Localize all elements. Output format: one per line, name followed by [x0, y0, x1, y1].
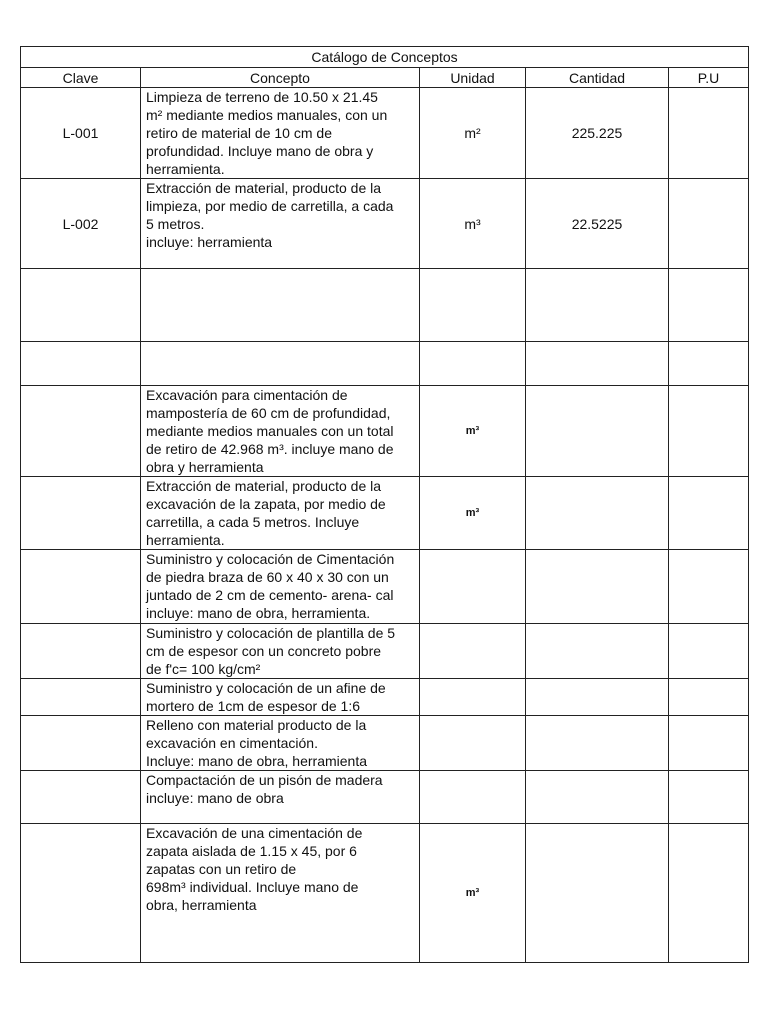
- cell-concepto: [141, 269, 420, 342]
- cell-concepto: Compactación de un pisón de madera incluye: mano de obra: [141, 771, 420, 824]
- cell-pu: [669, 679, 749, 716]
- cell-concepto: Relleno con material producto de la excavación en cimentación. Incluye: mano de obra, herramienta: [141, 716, 420, 771]
- cell-unidad: [420, 624, 526, 679]
- cell-concepto: Suministro y colocación de Cimentación de piedra braza de 60 x 40 x 30 con un juntado de 2 cm de cemento- arena- cal incluye: mano de obra, herramienta.: [141, 550, 420, 624]
- cell-concepto: Excavación para cimentación de mampostería de 60 cm de profundidad, mediante medios manuales con un total de retiro de 42.968 m³. incluye mano de obra y herramienta: [141, 386, 420, 477]
- table-row: [21, 771, 749, 824]
- header-pu: P.U: [669, 68, 749, 88]
- cell-clave: [21, 771, 141, 824]
- table-row: [21, 550, 749, 624]
- table-row: [21, 342, 749, 386]
- cell-unidad: m³: [420, 386, 526, 477]
- cell-clave: [21, 550, 141, 624]
- cell-clave: [21, 477, 141, 550]
- cell-pu: [669, 179, 749, 269]
- cell-unidad: [420, 550, 526, 624]
- cell-cantidad: [526, 386, 669, 477]
- header-clave: Clave: [21, 68, 141, 88]
- cell-concepto: Suministro y colocación de un afine de mortero de 1cm de espesor de 1:6: [141, 679, 420, 716]
- cell-pu: [669, 477, 749, 550]
- header-unidad: Unidad: [420, 68, 526, 88]
- cell-unidad: m³: [420, 477, 526, 550]
- cell-pu: [669, 88, 749, 179]
- cell-cantidad: [526, 824, 669, 963]
- cell-concepto: Excavación de una cimentación de zapata aislada de 1.15 x 45, por 6 zapatas con un retiro de 698m³ individual. Incluye mano de obra, herramienta: [141, 824, 420, 963]
- cell-cantidad: [526, 716, 669, 771]
- table-row: [21, 716, 749, 771]
- cell-clave: L-001: [21, 88, 141, 179]
- cell-unidad: [420, 771, 526, 824]
- table-title: Catálogo de Conceptos: [21, 47, 749, 68]
- cell-cantidad: [526, 477, 669, 550]
- table-row: [21, 824, 749, 963]
- table-row: [21, 679, 749, 716]
- cell-unidad: [420, 716, 526, 771]
- cell-clave: [21, 624, 141, 679]
- cell-clave: [21, 342, 141, 386]
- table-row: [21, 477, 749, 550]
- header-cantidad: Cantidad: [526, 68, 669, 88]
- cell-cantidad: 22.5225: [526, 179, 669, 269]
- table-row: [21, 386, 749, 477]
- cell-concepto: Limpieza de terreno de 10.50 x 21.45 m² mediante medios manuales, con un retiro de material de 10 cm de profundidad. Incluye mano de obra y herramienta.: [141, 88, 420, 179]
- table-row: [21, 88, 749, 179]
- cell-clave: L-002: [21, 179, 141, 269]
- table-row: [21, 624, 749, 679]
- header-row: [21, 68, 749, 88]
- cell-cantidad: [526, 550, 669, 624]
- cell-clave: [21, 386, 141, 477]
- cell-clave: [21, 679, 141, 716]
- cell-cantidad: [526, 342, 669, 386]
- cell-unidad: [420, 679, 526, 716]
- cell-unidad: m²: [420, 88, 526, 179]
- header-concepto: Concepto: [141, 68, 420, 88]
- cell-concepto: Extracción de material, producto de la excavación de la zapata, por medio de carretilla, a cada 5 metros. Incluye herramienta.: [141, 477, 420, 550]
- catalog-table: [20, 46, 749, 963]
- cell-unidad: [420, 269, 526, 342]
- cell-cantidad: [526, 771, 669, 824]
- cell-cantidad: [526, 269, 669, 342]
- table-row: [21, 179, 749, 269]
- cell-pu: [669, 624, 749, 679]
- cell-cantidad: [526, 679, 669, 716]
- cell-unidad: m³: [420, 179, 526, 269]
- cell-unidad: [420, 342, 526, 386]
- cell-pu: [669, 269, 749, 342]
- cell-pu: [669, 824, 749, 963]
- title-row: [21, 47, 749, 68]
- cell-pu: [669, 342, 749, 386]
- cell-concepto: Extracción de material, producto de la limpieza, por medio de carretilla, a cada 5 metros. incluye: herramienta: [141, 179, 420, 269]
- table-row: [21, 269, 749, 342]
- cell-cantidad: 225.225: [526, 88, 669, 179]
- cell-pu: [669, 716, 749, 771]
- cell-clave: [21, 269, 141, 342]
- cell-concepto: Suministro y colocación de plantilla de 5 cm de espesor con un concreto pobre de f'c= 100 kg/cm²: [141, 624, 420, 679]
- cell-unidad: m³: [420, 824, 526, 963]
- cell-pu: [669, 771, 749, 824]
- cell-cantidad: [526, 624, 669, 679]
- cell-pu: [669, 386, 749, 477]
- cell-concepto: [141, 342, 420, 386]
- cell-clave: [21, 824, 141, 963]
- cell-pu: [669, 550, 749, 624]
- cell-clave: [21, 716, 141, 771]
